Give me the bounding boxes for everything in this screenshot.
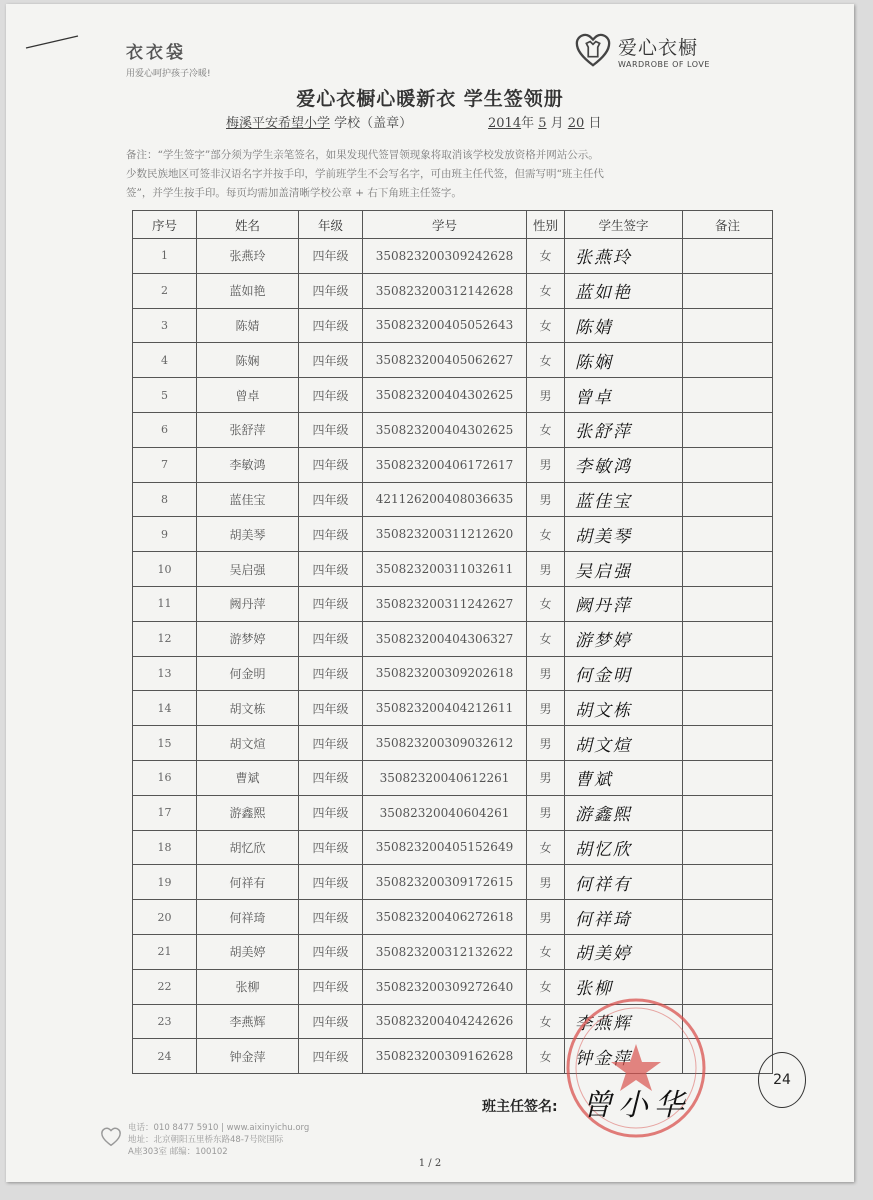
cell-student-id: 350823200309172615 <box>363 865 527 900</box>
logo-right <box>574 32 710 70</box>
cell-student-id: 350823200404306327 <box>363 621 527 656</box>
cell-no: 21 <box>133 934 197 969</box>
cell-remark <box>683 552 773 587</box>
cell-no: 1 <box>133 239 197 274</box>
cell-gender: 男 <box>527 900 565 935</box>
cell-signature: 李燕辉 <box>565 1004 683 1039</box>
header-student-id: 学号 <box>363 211 527 239</box>
footer-line-1: 电话：010 8477 5910 | www.aixinyichu.org <box>128 1123 310 1133</box>
cell-name: 胡美婷 <box>197 934 299 969</box>
cell-signature: 胡美婷 <box>565 934 683 969</box>
cell-student-id: 350823200405062627 <box>363 343 527 378</box>
cell-name: 蓝佳宝 <box>197 482 299 517</box>
cell-remark <box>683 830 773 865</box>
cell-student-id: 350823200406272618 <box>363 900 527 935</box>
cell-no: 11 <box>133 586 197 621</box>
cell-signature: 胡忆欣 <box>565 830 683 865</box>
cell-grade: 四年级 <box>299 343 363 378</box>
cell-gender: 女 <box>527 934 565 969</box>
cell-student-id: 350823200404242626 <box>363 1004 527 1039</box>
table-body <box>133 239 773 1074</box>
cell-remark <box>683 691 773 726</box>
cell-signature: 李敏鸿 <box>565 447 683 482</box>
table-row <box>133 656 773 691</box>
cell-signature: 蓝如艳 <box>565 273 683 308</box>
cell-grade: 四年级 <box>299 621 363 656</box>
notes-line-1: 备注：“学生签字”部分须为学生亲笔签名，如果发现代签冒领现象将取消该学校发放资格并网站公示。 <box>126 149 599 161</box>
header-grade: 年级 <box>299 211 363 239</box>
cell-signature: 游鑫熙 <box>565 795 683 830</box>
table-row <box>133 517 773 552</box>
cell-name: 游鑫熙 <box>197 795 299 830</box>
cell-remark <box>683 447 773 482</box>
teacher-signature: 曾小华 <box>582 1088 690 1123</box>
cell-remark <box>683 621 773 656</box>
table-row <box>133 621 773 656</box>
cell-no: 24 <box>133 1039 197 1074</box>
cell-no: 20 <box>133 900 197 935</box>
table-row <box>133 412 773 447</box>
cell-student-id: 350823200311242627 <box>363 586 527 621</box>
cell-student-id: 350823200309162628 <box>363 1039 527 1074</box>
cell-no: 7 <box>133 447 197 482</box>
cell-signature: 何金明 <box>565 656 683 691</box>
logo-left <box>126 38 211 79</box>
cell-student-id: 350823200312142628 <box>363 273 527 308</box>
cell-gender: 男 <box>527 552 565 587</box>
cell-no: 15 <box>133 726 197 761</box>
cell-gender: 女 <box>527 969 565 1004</box>
cell-grade: 四年级 <box>299 552 363 587</box>
cell-grade: 四年级 <box>299 586 363 621</box>
header-gender: 性别 <box>527 211 565 239</box>
student-roster-table <box>132 210 773 1074</box>
table-row <box>133 830 773 865</box>
table-row <box>133 552 773 587</box>
cell-no: 18 <box>133 830 197 865</box>
cell-grade: 四年级 <box>299 378 363 413</box>
cell-no: 2 <box>133 273 197 308</box>
cell-no: 14 <box>133 691 197 726</box>
cell-remark <box>683 239 773 274</box>
cell-name: 陈娴 <box>197 343 299 378</box>
cell-grade: 四年级 <box>299 691 363 726</box>
page-number: 1 / 2 <box>418 1158 442 1169</box>
logo-right-en: WARDROBE OF LOVE <box>618 60 710 69</box>
cell-signature: 陈娴 <box>565 343 683 378</box>
cell-student-id: 350823200405152649 <box>363 830 527 865</box>
header-name: 姓名 <box>197 211 299 239</box>
table-row <box>133 343 773 378</box>
date-day: 20 <box>567 116 585 131</box>
cell-signature: 胡文栋 <box>565 691 683 726</box>
cell-signature: 曾卓 <box>565 378 683 413</box>
table-row <box>133 726 773 761</box>
cell-gender: 男 <box>527 691 565 726</box>
cell-name: 游梦婷 <box>197 621 299 656</box>
cell-no: 6 <box>133 412 197 447</box>
cell-gender: 女 <box>527 273 565 308</box>
cell-grade: 四年级 <box>299 239 363 274</box>
table-row <box>133 795 773 830</box>
cell-name: 张燕玲 <box>197 239 299 274</box>
page-title: 爱心衣橱心暖新衣 学生签领册 <box>296 88 564 110</box>
logo-left-slogan: 用爱心呵护孩子冷暖! <box>126 69 211 79</box>
cell-remark <box>683 343 773 378</box>
cell-grade: 四年级 <box>299 308 363 343</box>
cell-student-id: 350823200404302625 <box>363 412 527 447</box>
teacher-signature-label: 班主任签名: <box>482 1099 558 1115</box>
cell-gender: 女 <box>527 830 565 865</box>
cell-student-id: 350823200309272640 <box>363 969 527 1004</box>
cell-name: 李敏鸿 <box>197 447 299 482</box>
date-month: 5 <box>538 116 547 131</box>
cell-student-id: 350823200404212611 <box>363 691 527 726</box>
table-row <box>133 691 773 726</box>
cell-name: 陈婧 <box>197 308 299 343</box>
cell-name: 何祥有 <box>197 865 299 900</box>
cell-name: 何祥琦 <box>197 900 299 935</box>
cell-gender: 女 <box>527 412 565 447</box>
cell-student-id: 350823200311032611 <box>363 552 527 587</box>
school-suffix: 学校（盖章） <box>330 116 413 131</box>
wardrobe-heart-icon <box>574 32 612 70</box>
cell-grade: 四年级 <box>299 1004 363 1039</box>
cell-no: 4 <box>133 343 197 378</box>
cell-signature: 何祥有 <box>565 865 683 900</box>
cell-gender: 女 <box>527 239 565 274</box>
table-row <box>133 447 773 482</box>
cell-no: 19 <box>133 865 197 900</box>
table-row <box>133 378 773 413</box>
cell-grade: 四年级 <box>299 656 363 691</box>
cell-no: 12 <box>133 621 197 656</box>
cell-student-id: 350823200311212620 <box>363 517 527 552</box>
cell-no: 8 <box>133 482 197 517</box>
date-year: 2014 <box>488 116 522 131</box>
cell-student-id: 350823200406172617 <box>363 447 527 482</box>
issue-date <box>488 112 688 131</box>
cell-signature: 张燕玲 <box>565 239 683 274</box>
document-page <box>6 4 854 1182</box>
cell-remark <box>683 900 773 935</box>
cell-gender: 男 <box>527 482 565 517</box>
cell-remark <box>683 517 773 552</box>
cell-gender: 男 <box>527 378 565 413</box>
cell-grade: 四年级 <box>299 900 363 935</box>
cell-remark <box>683 656 773 691</box>
cell-student-id: 350823200309242628 <box>363 239 527 274</box>
cell-signature: 何祥琦 <box>565 900 683 935</box>
school-name: 梅溪平安希望小学 <box>226 116 331 131</box>
cell-student-id: 350823200309202618 <box>363 656 527 691</box>
header-no: 序号 <box>133 211 197 239</box>
cell-grade: 四年级 <box>299 795 363 830</box>
cell-no: 10 <box>133 552 197 587</box>
cell-no: 3 <box>133 308 197 343</box>
cell-remark <box>683 273 773 308</box>
cell-name: 何金明 <box>197 656 299 691</box>
footer-line-2: 地址：北京朝阳五里桥东路48-7号院国际 <box>128 1135 284 1145</box>
cell-gender: 女 <box>527 1004 565 1039</box>
cell-name: 钟金萍 <box>197 1039 299 1074</box>
cell-remark <box>683 308 773 343</box>
cell-no: 23 <box>133 1004 197 1039</box>
cell-grade: 四年级 <box>299 482 363 517</box>
cell-remark <box>683 586 773 621</box>
cell-gender: 男 <box>527 447 565 482</box>
logo-left-brand: 衣衣袋 <box>126 43 186 63</box>
header-remark: 备注 <box>683 211 773 239</box>
pen-mark-icon <box>24 32 80 52</box>
cell-remark <box>683 412 773 447</box>
table-row <box>133 900 773 935</box>
cell-remark <box>683 760 773 795</box>
cell-grade: 四年级 <box>299 830 363 865</box>
cell-student-id: 421126200408036635 <box>363 482 527 517</box>
cell-name: 胡文煊 <box>197 726 299 761</box>
cell-grade: 四年级 <box>299 865 363 900</box>
cell-name: 张柳 <box>197 969 299 1004</box>
cell-no: 13 <box>133 656 197 691</box>
table-header-row <box>133 211 773 239</box>
cell-student-id: 35082320040604261 <box>363 795 527 830</box>
cell-gender: 女 <box>527 308 565 343</box>
cell-grade: 四年级 <box>299 273 363 308</box>
cell-gender: 女 <box>527 586 565 621</box>
cell-name: 阙丹萍 <box>197 586 299 621</box>
footer-line-3: A座303室 邮编：100102 <box>128 1147 228 1157</box>
cell-name: 李燕辉 <box>197 1004 299 1039</box>
cell-signature: 钟金萍 <box>565 1039 683 1074</box>
cell-remark <box>683 726 773 761</box>
cell-name: 吴启强 <box>197 552 299 587</box>
cell-name: 曹斌 <box>197 760 299 795</box>
cell-signature: 胡文煊 <box>565 726 683 761</box>
date-day-unit: 日 <box>584 116 602 131</box>
cell-name: 蓝如艳 <box>197 273 299 308</box>
cell-student-id: 350823200312132622 <box>363 934 527 969</box>
cell-gender: 女 <box>527 343 565 378</box>
cell-signature: 吴启强 <box>565 552 683 587</box>
cell-gender: 男 <box>527 726 565 761</box>
table-row <box>133 934 773 969</box>
notes-line-2: 少数民族地区可签非汉语名字并按手印，学前班学生不会写名字，可由班主任代签，但需写明“班主任代 <box>126 168 604 180</box>
footer-contact <box>100 1122 309 1158</box>
table-row <box>133 273 773 308</box>
notes-line-3: 签”，并学生按手印。每页均需加盖清晰学校公章 + 右下角班主任签字。 <box>126 187 462 199</box>
cell-name: 曾卓 <box>197 378 299 413</box>
cell-name: 胡文栋 <box>197 691 299 726</box>
date-year-unit: 年 <box>521 116 539 131</box>
cell-grade: 四年级 <box>299 969 363 1004</box>
cell-no: 17 <box>133 795 197 830</box>
notes-block <box>126 146 736 203</box>
cell-no: 22 <box>133 969 197 1004</box>
cell-signature: 曹斌 <box>565 760 683 795</box>
cell-grade: 四年级 <box>299 934 363 969</box>
cell-student-id: 350823200405052643 <box>363 308 527 343</box>
count-mark: 24 <box>758 1052 806 1108</box>
cell-gender: 男 <box>527 656 565 691</box>
cell-name: 胡美琴 <box>197 517 299 552</box>
table-row <box>133 586 773 621</box>
cell-name: 张舒萍 <box>197 412 299 447</box>
cell-signature: 张柳 <box>565 969 683 1004</box>
cell-gender: 女 <box>527 1039 565 1074</box>
cell-grade: 四年级 <box>299 726 363 761</box>
cell-grade: 四年级 <box>299 412 363 447</box>
cell-grade: 四年级 <box>299 760 363 795</box>
cell-gender: 女 <box>527 621 565 656</box>
table-row <box>133 308 773 343</box>
header-signature: 学生签字 <box>565 211 683 239</box>
cell-gender: 男 <box>527 865 565 900</box>
cell-remark <box>683 934 773 969</box>
cell-signature: 阙丹萍 <box>565 586 683 621</box>
date-month-unit: 月 <box>546 116 568 131</box>
cell-remark <box>683 795 773 830</box>
cell-no: 5 <box>133 378 197 413</box>
cell-grade: 四年级 <box>299 1039 363 1074</box>
cell-student-id: 350823200404302625 <box>363 378 527 413</box>
cell-gender: 女 <box>527 517 565 552</box>
cell-remark <box>683 378 773 413</box>
cell-signature: 蓝佳宝 <box>565 482 683 517</box>
cell-grade: 四年级 <box>299 447 363 482</box>
wardrobe-footer-icon <box>100 1126 122 1148</box>
cell-remark <box>683 482 773 517</box>
cell-name: 胡忆欣 <box>197 830 299 865</box>
table-row <box>133 482 773 517</box>
cell-student-id: 350823200309032612 <box>363 726 527 761</box>
cell-remark <box>683 865 773 900</box>
logo-right-cn: 爱心衣橱 <box>618 37 699 59</box>
cell-student-id: 35082320040612261 <box>363 760 527 795</box>
cell-signature: 胡美琴 <box>565 517 683 552</box>
cell-signature: 游梦婷 <box>565 621 683 656</box>
cell-gender: 男 <box>527 760 565 795</box>
cell-signature: 陈婧 <box>565 308 683 343</box>
table-row <box>133 865 773 900</box>
cell-grade: 四年级 <box>299 517 363 552</box>
school-date-line <box>226 112 602 131</box>
table-row <box>133 239 773 274</box>
cell-no: 16 <box>133 760 197 795</box>
cell-no: 9 <box>133 517 197 552</box>
cell-signature: 张舒萍 <box>565 412 683 447</box>
cell-gender: 男 <box>527 795 565 830</box>
table-row <box>133 760 773 795</box>
